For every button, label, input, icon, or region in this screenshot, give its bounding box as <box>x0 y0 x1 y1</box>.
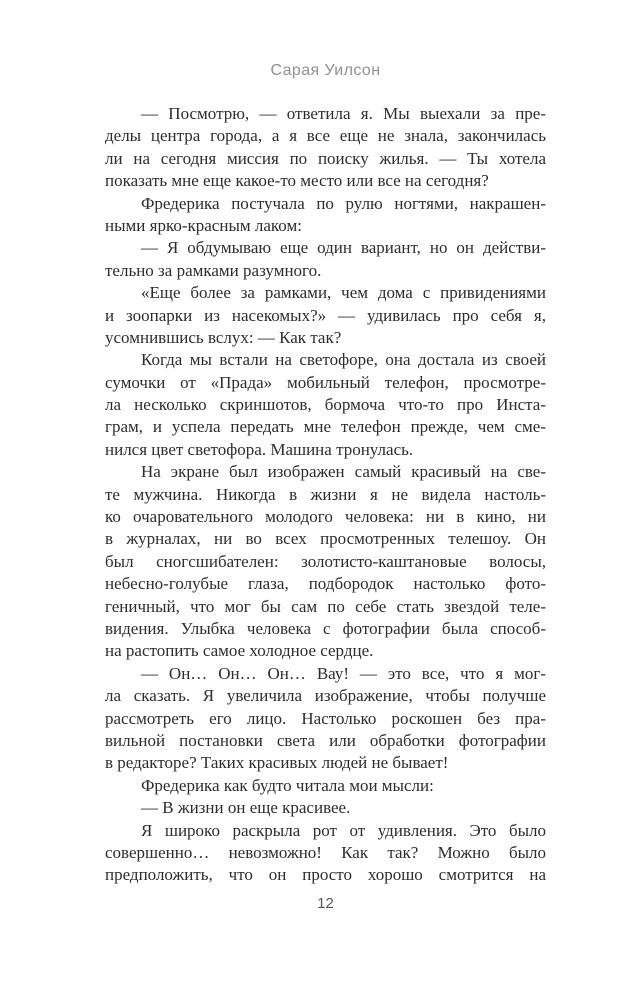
text-line <box>105 618 546 640</box>
text-line-text: — Я обдумываю еще один вариант, но он действи- <box>141 238 546 258</box>
text-line <box>105 125 546 147</box>
text-line-text: ла сказать. Я увеличила изображение, чтобы получше <box>105 686 546 706</box>
paragraph <box>105 193 546 238</box>
text-line-text: Когда мы встали на светофоре, она достала из своей <box>141 350 546 370</box>
paragraph <box>105 775 546 797</box>
text-column <box>105 0 546 1001</box>
text-line <box>105 551 546 573</box>
text-line <box>105 237 546 259</box>
paragraph <box>105 461 546 663</box>
running-header: Сарая Уилсон <box>270 62 381 79</box>
text-line <box>105 484 546 506</box>
text-line <box>105 663 546 685</box>
text-line-text: «Еще более за рамками, чем дома с привидениями <box>141 283 546 303</box>
text-line <box>105 775 546 797</box>
text-line-text: На экране был изображен самый красивый на све- <box>141 462 546 482</box>
text-line-text: — Посмотрю, — ответила я. Мы выехали за пре- <box>141 104 546 123</box>
text-line <box>105 730 546 752</box>
page-number: 12 <box>317 895 334 912</box>
text-line-text: делы центра города, а я все еще не знала, закончилась <box>105 126 546 146</box>
text-line-text: Я широко раскрыла рот от удивления. Это было <box>141 820 546 840</box>
text-line <box>105 282 546 304</box>
text-line <box>105 349 546 371</box>
text-line-text: в журналах, ни во всех просмотренных телешоу. Он <box>105 529 546 549</box>
text-line-text: геничный, что мог бы сам по себе стать звездой теле- <box>105 596 546 616</box>
text-line <box>105 327 546 349</box>
text-line <box>105 148 546 170</box>
text-line <box>105 596 546 618</box>
text-line-text: Фредерика как будто читала мои мысли: <box>141 775 434 795</box>
text-line-text: видения. Улыбка человека с фотографии была способ- <box>105 618 546 638</box>
text-line-text: Фредерика постучала по рулю ногтями, накрашен- <box>141 193 546 213</box>
text-line <box>105 685 546 707</box>
text-line-text: совершенно… невозможно! Как так? Можно было <box>105 842 546 862</box>
text-line <box>105 820 546 842</box>
text-line <box>105 506 546 528</box>
text-line-text: вильной постановки света или обработки фотографии <box>105 730 546 750</box>
text-line <box>105 708 546 730</box>
body-text <box>105 103 546 887</box>
text-line <box>105 528 546 550</box>
text-line-text: ли на сегодня миссия по поиску жилья. — Ты хотела <box>105 148 546 168</box>
text-line <box>105 193 546 215</box>
text-line <box>105 461 546 483</box>
text-line-text: тельно за рамками разумного. <box>105 260 322 280</box>
text-line <box>105 439 546 461</box>
text-line-text: нился цвет светофора. Машина тронулась. <box>105 439 414 459</box>
paragraph <box>105 820 546 887</box>
text-line-text: — Он… Он… Он… Вау! — это все, что я мог- <box>141 663 546 683</box>
text-line <box>105 416 546 438</box>
text-line-text: небесно-голубые глаза, подбородок настолько фото- <box>105 574 546 594</box>
text-line-text: был сногсшибателен: золотисто-каштановые волосы, <box>105 551 546 571</box>
text-line-text: грам, и успела передать мне телефон прежде, чем сме- <box>105 417 546 437</box>
text-line-text: ла несколько скриншотов, бормоча что-то про Инста- <box>105 395 546 415</box>
text-line-text: и зоопарки из насекомых?» — удивилась про себя я, <box>105 305 546 325</box>
paragraph <box>105 797 546 819</box>
text-line-text: сумочки от «Прада» мобильный телефон, просмотре- <box>105 372 546 392</box>
text-line-text: усомнившись вслух: — Как так? <box>105 327 342 347</box>
text-line-text: показать мне еще какое-то место или все на сегодня? <box>105 171 489 191</box>
text-line-text: в редакторе? Таких красивых людей не бывает! <box>105 753 449 773</box>
text-line <box>105 752 546 774</box>
text-line <box>105 215 546 237</box>
text-line <box>105 864 546 886</box>
text-line <box>105 640 546 662</box>
text-line <box>105 573 546 595</box>
text-line-text: ными ярко-красным лаком: <box>105 215 302 235</box>
text-line <box>105 305 546 327</box>
paragraph <box>105 349 546 461</box>
text-line <box>105 260 546 282</box>
text-line <box>105 797 546 819</box>
text-line <box>105 372 546 394</box>
text-line <box>105 103 546 125</box>
text-line <box>105 842 546 864</box>
text-line-text: предположить, что он просто хорошо смотрится на <box>105 865 546 885</box>
text-line-text: те мужчина. Никогда в жизни я не видела настоль- <box>105 484 546 504</box>
paragraph <box>105 103 546 193</box>
text-line <box>105 170 546 192</box>
paragraph <box>105 237 546 282</box>
paragraph <box>105 663 546 775</box>
text-line-text: на растопить самое холодное сердце. <box>105 641 374 661</box>
text-line-text: рассмотреть его лицо. Настолько роскошен без пра- <box>105 708 546 728</box>
text-line-text: ко очаровательного молодого человека: ни в кино, ни <box>105 507 546 527</box>
text-line <box>105 394 546 416</box>
text-line-text: — В жизни он еще красивее. <box>141 798 351 818</box>
paragraph <box>105 282 546 349</box>
